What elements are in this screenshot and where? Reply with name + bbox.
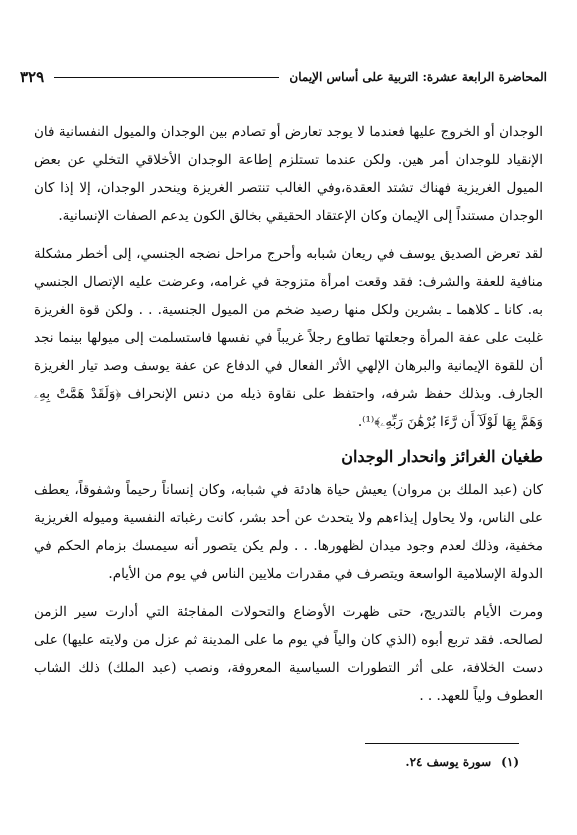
paragraph: ومرت الأيام بالتدريج، حتى ظهرت الأوضاع والتحولات المفاجئة التي أدارت سير الزمن لصالحه. فقد تربع أبوه (الذي كان والياً في يوم ما على المدينة ثم عزل من ولايته عليها) على دست الخلافة، على أثر التطورات السياسية المعروفة، ونصب (عبد الملك) ذلك الشاب العطوف ولياً للعهد. . .	[34, 604, 543, 704]
chapter-title: المحاضرة الرابعة عشرة: التربية على أساس الإيمان	[289, 70, 547, 84]
footnote-marker: (١)	[501, 755, 519, 769]
paragraph: لقد تعرض الصديق يوسف في ريعان شبابه وأحرج مراحل نضجه الجنسي، إلى أخطر مشكلة منافية للعفة والشرف: فقد وقعت امرأة متزوجة في غرامه، وعرضت عليه الإتصال الجنسي به. كانا ـ كلاهما ـ بشرين ولكل منها رصيد ضخم من الميول الجنسية. . . ولكن قوة الغريزة غلبت على عفة المرأة وجعلتها تطاوع رجلاً غريباً في نفسها فاستسلمت إلى ميولها بينما نجد أن للقوة الإيمانية والبرهان الإلهي الأثر الفعال في الدفاع عن عفة يوسف وصد تيار الغريزة الجارف. وبذلك حفظ شرفه، واحتفظ على نقاوة ذيله من دنس الإنحراف ﴿وَلَقَدْ هَمَّتْ بِهِۦ وَهَمَّ بِهَا لَوْلَآ أَن رَّءَا بُرْهَٰنَ رَبِّهِۦ﴾⁽¹⁾.	[34, 246, 543, 430]
footnote-text: سورة يوسف ٢٤.	[405, 755, 492, 769]
paragraph: كان (عبد الملك بن مروان) يعيش حياة هادئة في شبابه، وكان إنساناً رحيماً وشفوقاً، يعطف على الناس، ولا يحاول إيذاءهم ولا يتحدث عن أحد بشر، كانت رغباته النفسية وميوله الغريزية مخفية، وذلك لعدم وجود ميدان لظهورها. . . ولم يكن يتصور أنه سيمسك بزمام الحكم في الدولة الإسلامية الواسعة ويتصرف في مقدرات ملايين الناس في يوم من الأيام.	[34, 482, 543, 582]
header-rule	[54, 77, 279, 78]
running-head	[20, 66, 547, 88]
body-text	[34, 118, 543, 710]
paragraph: الوجدان أو الخروج عليها فعندما لا يوجد تعارض أو تصادم بين الوجدان والميول النفسانية فان الإنقياد للوجدان أمر هين. ولكن عندما تستلزم إطاعة الوجدان الأخلاقي التخلي عن بعض الميول الغريزية فهناك تشتد العقدة،وفي الغالب تنتصر الغريزة وينحدر الوجدان، إلا إذا كان الوجدان مستنداً إلى الإيمان وكان الإعتقاد الحقيقي بخالق الكون يدعم الصفات الإنسانية.	[34, 124, 543, 224]
footnote-rule	[365, 743, 519, 744]
page-number: ٣٢٩	[20, 68, 45, 86]
footnote	[395, 752, 519, 772]
section-heading: طغيان الغرائز وانحدار الوجدان	[341, 447, 543, 466]
